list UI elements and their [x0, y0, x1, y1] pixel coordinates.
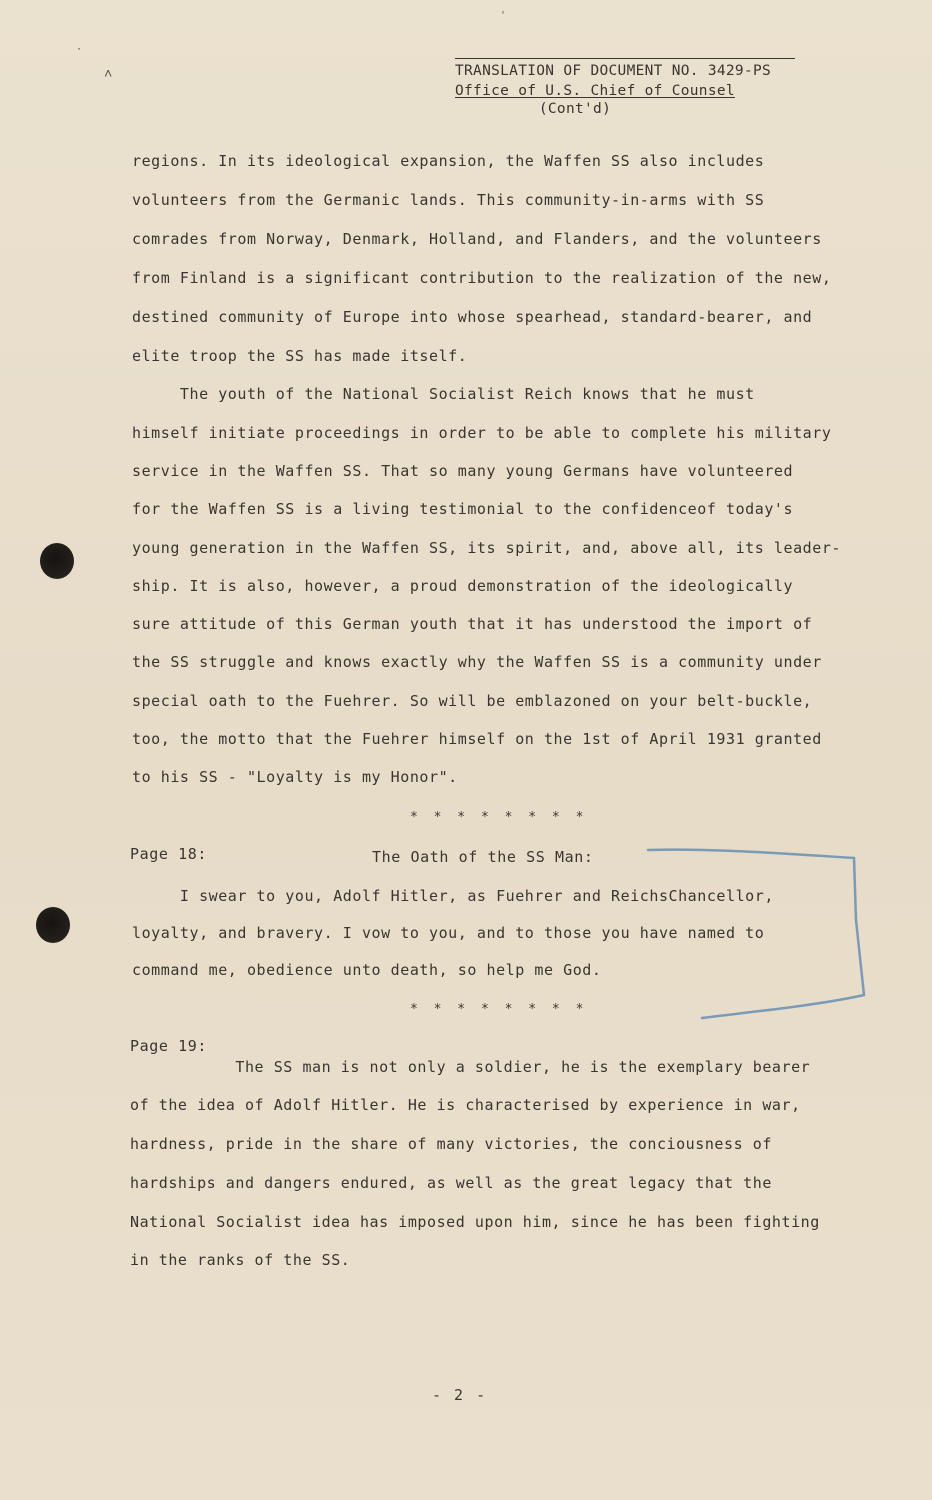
text-line: loyalty, and bravery. I vow to you, and to those you have named to — [132, 924, 765, 942]
page-18-label: Page 18: — [130, 845, 208, 863]
section-separator: * * * * * * * * — [410, 810, 588, 825]
oath-title: The Oath of the SS Man: — [372, 848, 594, 866]
text-line: service in the Waffen SS. That so many young Germans have volunteered — [132, 462, 794, 480]
header-rule — [455, 58, 795, 59]
punch-hole — [40, 543, 74, 579]
text-line: comrades from Norway, Denmark, Holland, and Flanders, and the volunteers — [132, 230, 822, 248]
text-line: young generation in the Waffen SS, its spirit, and, above all, its leader- — [132, 539, 841, 557]
text-line: regions. In its ideological expansion, the Waffen SS also includes — [132, 152, 765, 170]
text-line: elite troop the SS has made itself. — [132, 347, 468, 365]
text-line: himself initiate proceedings in order to be able to complete his military — [132, 424, 832, 442]
text-line: hardness, pride in the share of many victories, the conciousness of — [130, 1135, 772, 1153]
paper-speck: ˄ — [104, 66, 113, 82]
text-line: The SS man is not only a soldier, he is the exemplary bearer — [130, 1058, 811, 1076]
paper-speck: · — [76, 44, 83, 55]
punch-hole — [36, 907, 70, 943]
paper-speck: ' — [500, 10, 507, 21]
text-line: ship. It is also, however, a proud demonstration of the ideologically — [132, 577, 794, 595]
text-line: from Finland is a significant contribution to the realization of the new, — [132, 269, 832, 287]
text-line: special oath to the Fuehrer. So will be emblazoned on your belt-buckle, — [132, 692, 813, 710]
text-line: command me, obedience unto death, so help me God. — [132, 961, 602, 979]
text-line: in the ranks of the SS. — [130, 1251, 351, 1269]
text-line: sure attitude of this German youth that it has understood the import of — [132, 615, 813, 633]
text-line: for the Waffen SS is a living testimonial to the confidenceof today's — [132, 500, 794, 518]
text-line: destined community of Europe into whose spearhead, standard-bearer, and — [132, 308, 813, 326]
document-header — [455, 55, 795, 119]
text-line: I swear to you, Adolf Hitler, as Fuehrer and ReichsChancellor, — [132, 887, 774, 905]
paragraph-2 — [132, 385, 842, 786]
section-separator: * * * * * * * * — [410, 1002, 588, 1017]
text-line: the SS struggle and knows exactly why the Waffen SS is a community under — [132, 653, 822, 671]
text-line: to his SS - "Loyalty is my Honor". — [132, 768, 458, 786]
text-line: of the idea of Adolf Hitler. He is characterised by experience in war, — [130, 1096, 801, 1114]
text-line: hardships and dangers endured, as well as the great legacy that the — [130, 1174, 772, 1192]
text-line: volunteers from the Germanic lands. This community-in-arms with SS — [132, 191, 765, 209]
page-number: - 2 - — [432, 1386, 488, 1404]
header-office-line: Office of U.S. Chief of Counsel — [455, 83, 735, 99]
pencil-bracket-mark — [640, 840, 880, 1030]
text-line: The youth of the National Socialist Reich knows that he must — [132, 385, 755, 403]
text-line: too, the motto that the Fuehrer himself on the 1st of April 1931 granted — [132, 730, 822, 748]
page-19-label: Page 19: — [130, 1037, 208, 1055]
text-line: National Socialist idea has imposed upon him, since he has been fighting — [130, 1213, 820, 1231]
header-contd-line: (Cont'd) — [538, 101, 612, 117]
header-translation-line: TRANSLATION OF DOCUMENT NO. 3429-PS — [455, 63, 772, 79]
